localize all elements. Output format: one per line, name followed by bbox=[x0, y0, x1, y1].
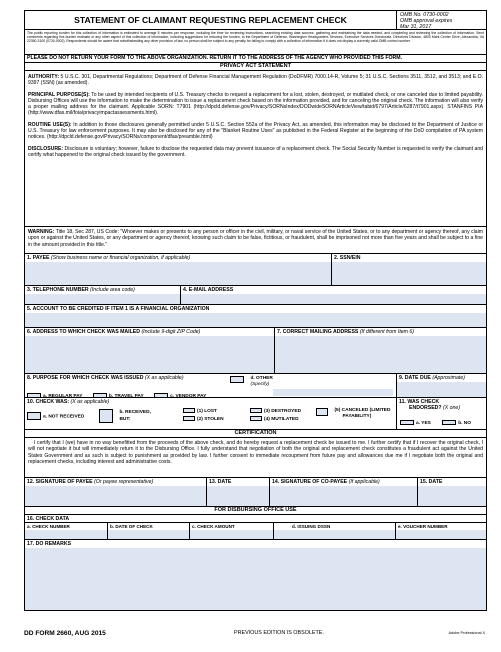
canceled-option[interactable] bbox=[316, 408, 390, 426]
disbursing-heading: FOR DISBURSING OFFICE USE bbox=[214, 507, 297, 513]
check-number-label: a. CHECK NUMBER bbox=[27, 524, 70, 529]
date15-label: 15. DATE bbox=[420, 479, 443, 485]
vendor-pay-option[interactable]: c. VENDOR PAY bbox=[154, 394, 206, 399]
disclosure-label: DISCLOSURE: bbox=[28, 145, 64, 152]
email-input[interactable] bbox=[181, 294, 486, 304]
destroyed-mutilated-options bbox=[250, 408, 301, 424]
travel-pay-option[interactable]: b. TRAVEL PAY bbox=[93, 394, 144, 399]
endorsed-group bbox=[396, 398, 486, 429]
but-label: BUT: bbox=[119, 417, 131, 422]
date-due-label: 9. DATE DUE (Approximate) bbox=[399, 375, 465, 381]
other-option[interactable] bbox=[230, 376, 273, 394]
certification-heading: CERTIFICATION bbox=[234, 430, 277, 436]
date-of-check-label: b. DATE OF CHECK bbox=[110, 524, 153, 529]
form-page bbox=[24, 10, 487, 640]
endorsed-yes-checkbox[interactable] bbox=[400, 420, 414, 425]
date15-input[interactable] bbox=[418, 486, 486, 506]
check-was-label: 10. CHECK WAS: (X as applicable) bbox=[27, 399, 110, 405]
phone-field[interactable] bbox=[25, 286, 180, 304]
copayee-signature-input[interactable] bbox=[270, 486, 417, 506]
canceled-checkbox[interactable] bbox=[316, 408, 328, 416]
account-label: 5. ACCOUNT TO BE CREDITED IF ITEM 1 IS A FINANCIAL ORGANIZATION bbox=[27, 306, 210, 312]
row-check-was bbox=[25, 398, 486, 430]
privacy-heading: PRIVACY ACT STATEMENT bbox=[220, 63, 291, 69]
row-account bbox=[25, 305, 486, 328]
certification-heading-row bbox=[25, 430, 486, 438]
row-remarks bbox=[25, 540, 486, 610]
routine-text: In addition to those disclosures generally permitted under 5 U.S.C. Section 552a of the Privacy Act, as amended, this information may be disclosed to the Department of Justice or U.S. Treasury for law enforcement purposes. It may also be disclosed for any of the "Blanket Routine Uses" as published in the Federal Register at the beginning of the DoD compilation of PA system notices. (http://dpcld.defense.gov/Privacy/SORNs/component/dfas/preamble.html) bbox=[28, 121, 484, 141]
mutilated-checkbox[interactable] bbox=[250, 416, 262, 421]
copayee-signature-label: 14. SIGNATURE OF CO-PAYEE (If applicable) bbox=[272, 479, 380, 485]
check-data-label: 16. CHECK DATA bbox=[27, 516, 70, 522]
routine-label: ROUTINE USE(S): bbox=[28, 121, 72, 128]
row-phone-email bbox=[25, 286, 486, 305]
ssn-label: 2. SSN/EIN bbox=[334, 255, 361, 261]
address-field[interactable] bbox=[25, 328, 274, 373]
issuing-dssn-input[interactable] bbox=[274, 530, 395, 539]
date-due-input[interactable] bbox=[397, 382, 486, 397]
form-body bbox=[24, 10, 487, 611]
endorsed-yes-option[interactable]: a. YES bbox=[400, 421, 431, 426]
privacy-heading-row bbox=[25, 63, 486, 71]
purpose-group-label: 8. PURPOSE FOR WHICH CHECK WAS ISSUED (X as applicable) bbox=[27, 375, 184, 381]
burden-text: The public reporting burden for this collection of information is estimated to average 5 minutes per response, including the time for reviewing instructions, searching existing data sources, gathering and maintaining the data needed, and completing and reviewing the collection of information. Send comments regarding this burden estimate or any other aspect of this collection of information, including suggestions for reducing the burden, to the Department of Defense, Washington Headquarters Services, Executive Services Directorate, Directives Division, 4800 Mark Center Drive, Alexandria, VA 22350-3100 (0730-0002). Respondents should be aware that notwithstanding any other provision of law, no person shall be subject to any penalty for failing to comply with a collection of information if it does not display a currently valid OMB control number. bbox=[27, 31, 484, 44]
form-title: STATEMENT OF CLAIMANT REQUESTING REPLACEMENT CHECK bbox=[25, 11, 397, 29]
lost-checkbox[interactable] bbox=[183, 408, 195, 413]
payee-label: 1. PAYEE (Show business name or financial organization, if applicable) bbox=[27, 255, 191, 261]
authority-text: 5 U.S.C. 301, Departmental Regulations; Department of Defense Financial Management Regulation (DoDFMR) 7000.14-R, Volume 5; 31 U.S.C. Sections 3511, 3512, and 3513; and E.O. 9397 (SSN) (as amended). bbox=[28, 74, 483, 87]
date-due-field[interactable] bbox=[396, 374, 486, 397]
correct-address-input[interactable] bbox=[275, 336, 486, 373]
disbursing-heading-row bbox=[25, 507, 486, 515]
date13-input[interactable] bbox=[207, 486, 269, 506]
email-field[interactable] bbox=[180, 286, 486, 304]
adobe-version: Adobe Professional X bbox=[448, 631, 485, 635]
ssn-input[interactable] bbox=[332, 262, 486, 285]
purpose-paragraph bbox=[25, 88, 486, 118]
date13-label: 13. DATE bbox=[209, 479, 232, 485]
payee-field[interactable] bbox=[25, 254, 331, 285]
warning-row bbox=[25, 227, 486, 254]
row-purpose bbox=[25, 374, 486, 398]
authority-paragraph bbox=[25, 71, 486, 88]
payee-signature-label: 12. SIGNATURE OF PAYEE (Or payee representative) bbox=[27, 479, 154, 485]
check-was-group bbox=[25, 398, 396, 429]
endorsed-no-option[interactable]: b. NO bbox=[442, 421, 471, 426]
regular-pay-option[interactable]: a. REGULAR PAY bbox=[27, 394, 82, 399]
form-header bbox=[25, 11, 486, 30]
voucher-number-label: e. VOUCHER NUMBER bbox=[398, 524, 448, 529]
canceled-label: (5) CANCELED (LIMITED bbox=[334, 408, 391, 413]
email-label: 4. E-MAIL ADDRESS bbox=[183, 287, 234, 293]
endorsed-no-checkbox[interactable] bbox=[442, 420, 456, 425]
lost-option[interactable]: (1) LOST bbox=[183, 408, 224, 416]
received-but-checkbox[interactable] bbox=[99, 409, 113, 423]
other-checkbox[interactable] bbox=[230, 376, 244, 383]
date15-field[interactable] bbox=[417, 478, 486, 506]
address-input[interactable] bbox=[25, 336, 274, 373]
address-label: 6. ADDRESS TO WHICH CHECK WAS MAILED (Include 9-digit ZIP Code) bbox=[27, 329, 201, 335]
mutilated-option[interactable]: (4) MUTILATED bbox=[250, 416, 301, 424]
warning-text: Title 18, Sec 287, US Code: "Whoever makes or presents to any person or officer in the civil, military, or naval service of the United States, or to any department or agency thereof, any claim upon or against the United States, or any department or agency thereof, knowing such claim to be false, fictitious, or fraudulent, shall be imprisoned not more than five years and shall be subject to a fine in the amount provided in this title." bbox=[28, 229, 483, 248]
disclosure-paragraph bbox=[25, 142, 486, 160]
received-but-option[interactable] bbox=[99, 409, 151, 427]
certification-text: I certify that I (we) have in no way benefitted from the proceeds of the above check, and do hereby request a replacement check be issued to me. I further certify that if I recover the original check, I will not negotiate it but will immediately return it to the Disbursing Office. I fully understand that negotiation of both the original and replacement check constitutes a fraudulent act against the United States Government and as such is subject to punishment as provided by law. I further consent to immediate recoupment from future pay and allowances due me if I negotiate both the original and replacement checks, including interest and administrative costs. bbox=[28, 440, 483, 465]
disclosure-text: Disclosure is voluntary; however, failure to disclose the requested data may prevent issuance of a replacement check. The Social Security Number is requested to verify the claimant and certify what happened to the original check issued by the government. bbox=[28, 145, 483, 158]
other-hint: (Specify) bbox=[250, 381, 270, 387]
not-received-checkbox[interactable] bbox=[27, 412, 41, 420]
date-of-check-input[interactable] bbox=[108, 530, 189, 539]
other-specify-input[interactable] bbox=[273, 389, 393, 396]
destroyed-checkbox[interactable] bbox=[250, 408, 262, 413]
destroyed-option[interactable]: (3) DESTROYED bbox=[250, 408, 301, 416]
phone-input[interactable] bbox=[25, 294, 180, 304]
payee-signature-input[interactable] bbox=[25, 486, 206, 506]
row-check-data bbox=[25, 523, 486, 540]
warning-label: WARNING: bbox=[28, 229, 55, 235]
privacy-statement bbox=[25, 71, 486, 227]
check-amount-field[interactable] bbox=[189, 523, 273, 539]
received-label: b. RECEIVED, bbox=[119, 410, 151, 415]
burden-statement bbox=[25, 30, 486, 55]
payee-signature-field[interactable] bbox=[25, 478, 206, 506]
omb-expires-date: Mar 31, 2017 bbox=[400, 24, 432, 31]
not-received-option[interactable]: a. NOT RECEIVED bbox=[27, 412, 84, 420]
issuing-dssn-label: d. ISSUING DSSN bbox=[292, 524, 331, 529]
endorsed-label: 11. WAS CHECK ENDORSED? (X one) bbox=[399, 399, 461, 411]
date-of-check-field[interactable] bbox=[107, 523, 189, 539]
other-label: d. OTHER bbox=[250, 376, 273, 381]
remarks-field[interactable] bbox=[25, 540, 486, 610]
form-id: DD FORM 2660, AUG 2015 bbox=[24, 630, 106, 637]
purpose-group bbox=[25, 374, 396, 397]
voucher-number-input[interactable] bbox=[396, 530, 486, 539]
purpose-label: PRINCIPAL PURPOSE(S): bbox=[28, 91, 90, 98]
stolen-checkbox[interactable] bbox=[183, 416, 195, 421]
previous-edition-notice: PREVIOUS EDITION IS OBSOLETE. bbox=[234, 630, 324, 636]
certification-row bbox=[25, 438, 486, 478]
account-field[interactable] bbox=[25, 305, 486, 327]
correct-address-label: 7. CORRECT MAILING ADDRESS (If different from Item 6) bbox=[277, 329, 415, 335]
check-data-heading-row bbox=[25, 515, 486, 523]
lost-stolen-options bbox=[183, 408, 224, 424]
date13-field[interactable] bbox=[206, 478, 269, 506]
voucher-number-field[interactable] bbox=[395, 523, 486, 539]
return-notice-text: PLEASE DO NOT RETURN YOUR FORM TO THE ABOVE ORGANIZATION. RETURN IT TO THE ADDRESS OF THE AGENCY WHO PROVIDED THIS FORM. bbox=[27, 55, 403, 61]
omb-expires-label: OMB approval expires bbox=[400, 18, 453, 25]
row-address bbox=[25, 328, 486, 374]
account-input[interactable] bbox=[25, 313, 486, 327]
authority-label: AUTHORITY: bbox=[28, 74, 60, 80]
canceled-label-2: PAYABILITY) bbox=[342, 414, 372, 419]
row-payee bbox=[25, 254, 486, 286]
omb-number: OMB No. 0730-0002 bbox=[400, 12, 449, 18]
payee-input[interactable] bbox=[25, 262, 331, 285]
phone-label: 3. TELEPHONE NUMBER (Include area code) bbox=[27, 287, 135, 293]
copayee-signature-field[interactable] bbox=[269, 478, 417, 506]
check-number-input[interactable] bbox=[25, 530, 107, 539]
endorsed-options bbox=[400, 420, 471, 426]
ssn-field[interactable] bbox=[331, 254, 486, 285]
stolen-option[interactable]: (2) STOLEN bbox=[183, 416, 224, 424]
check-amount-label: c. CHECK AMOUNT bbox=[192, 524, 235, 529]
routine-paragraph bbox=[25, 118, 486, 142]
warning-paragraph bbox=[25, 227, 486, 249]
remarks-label: 17. DO REMARKS bbox=[27, 541, 72, 547]
return-notice bbox=[25, 55, 486, 63]
remarks-input[interactable] bbox=[25, 548, 486, 610]
row-signatures bbox=[25, 478, 486, 507]
purpose-text: To be used by intended recipients of U.S. Treasury checks to request a replacement for a lost, stolen, destroyed, or mutilated check, or one canceled due to limited payability. Disbursing Offices will use the information to make the determination to issue a replacement check based on the information provided, and for canceling the original check. The information will also verify a proper mailing address for the claimant. Applicable SORN: T7901 (http://dpcld.defense.gov/Privacy/SORNsIndex/DODwideSORNArticleView/tabid/6797/Article/6287/t7901.aspx). STANFINS PIA (http://www.dfas.mil/foia/privacyimpactassessments.html). bbox=[28, 91, 483, 117]
check-number-field[interactable] bbox=[25, 523, 107, 539]
issuing-dssn-field[interactable] bbox=[273, 523, 395, 539]
omb-info bbox=[400, 12, 452, 31]
correct-address-field[interactable] bbox=[274, 328, 486, 373]
check-amount-input[interactable] bbox=[190, 530, 273, 539]
